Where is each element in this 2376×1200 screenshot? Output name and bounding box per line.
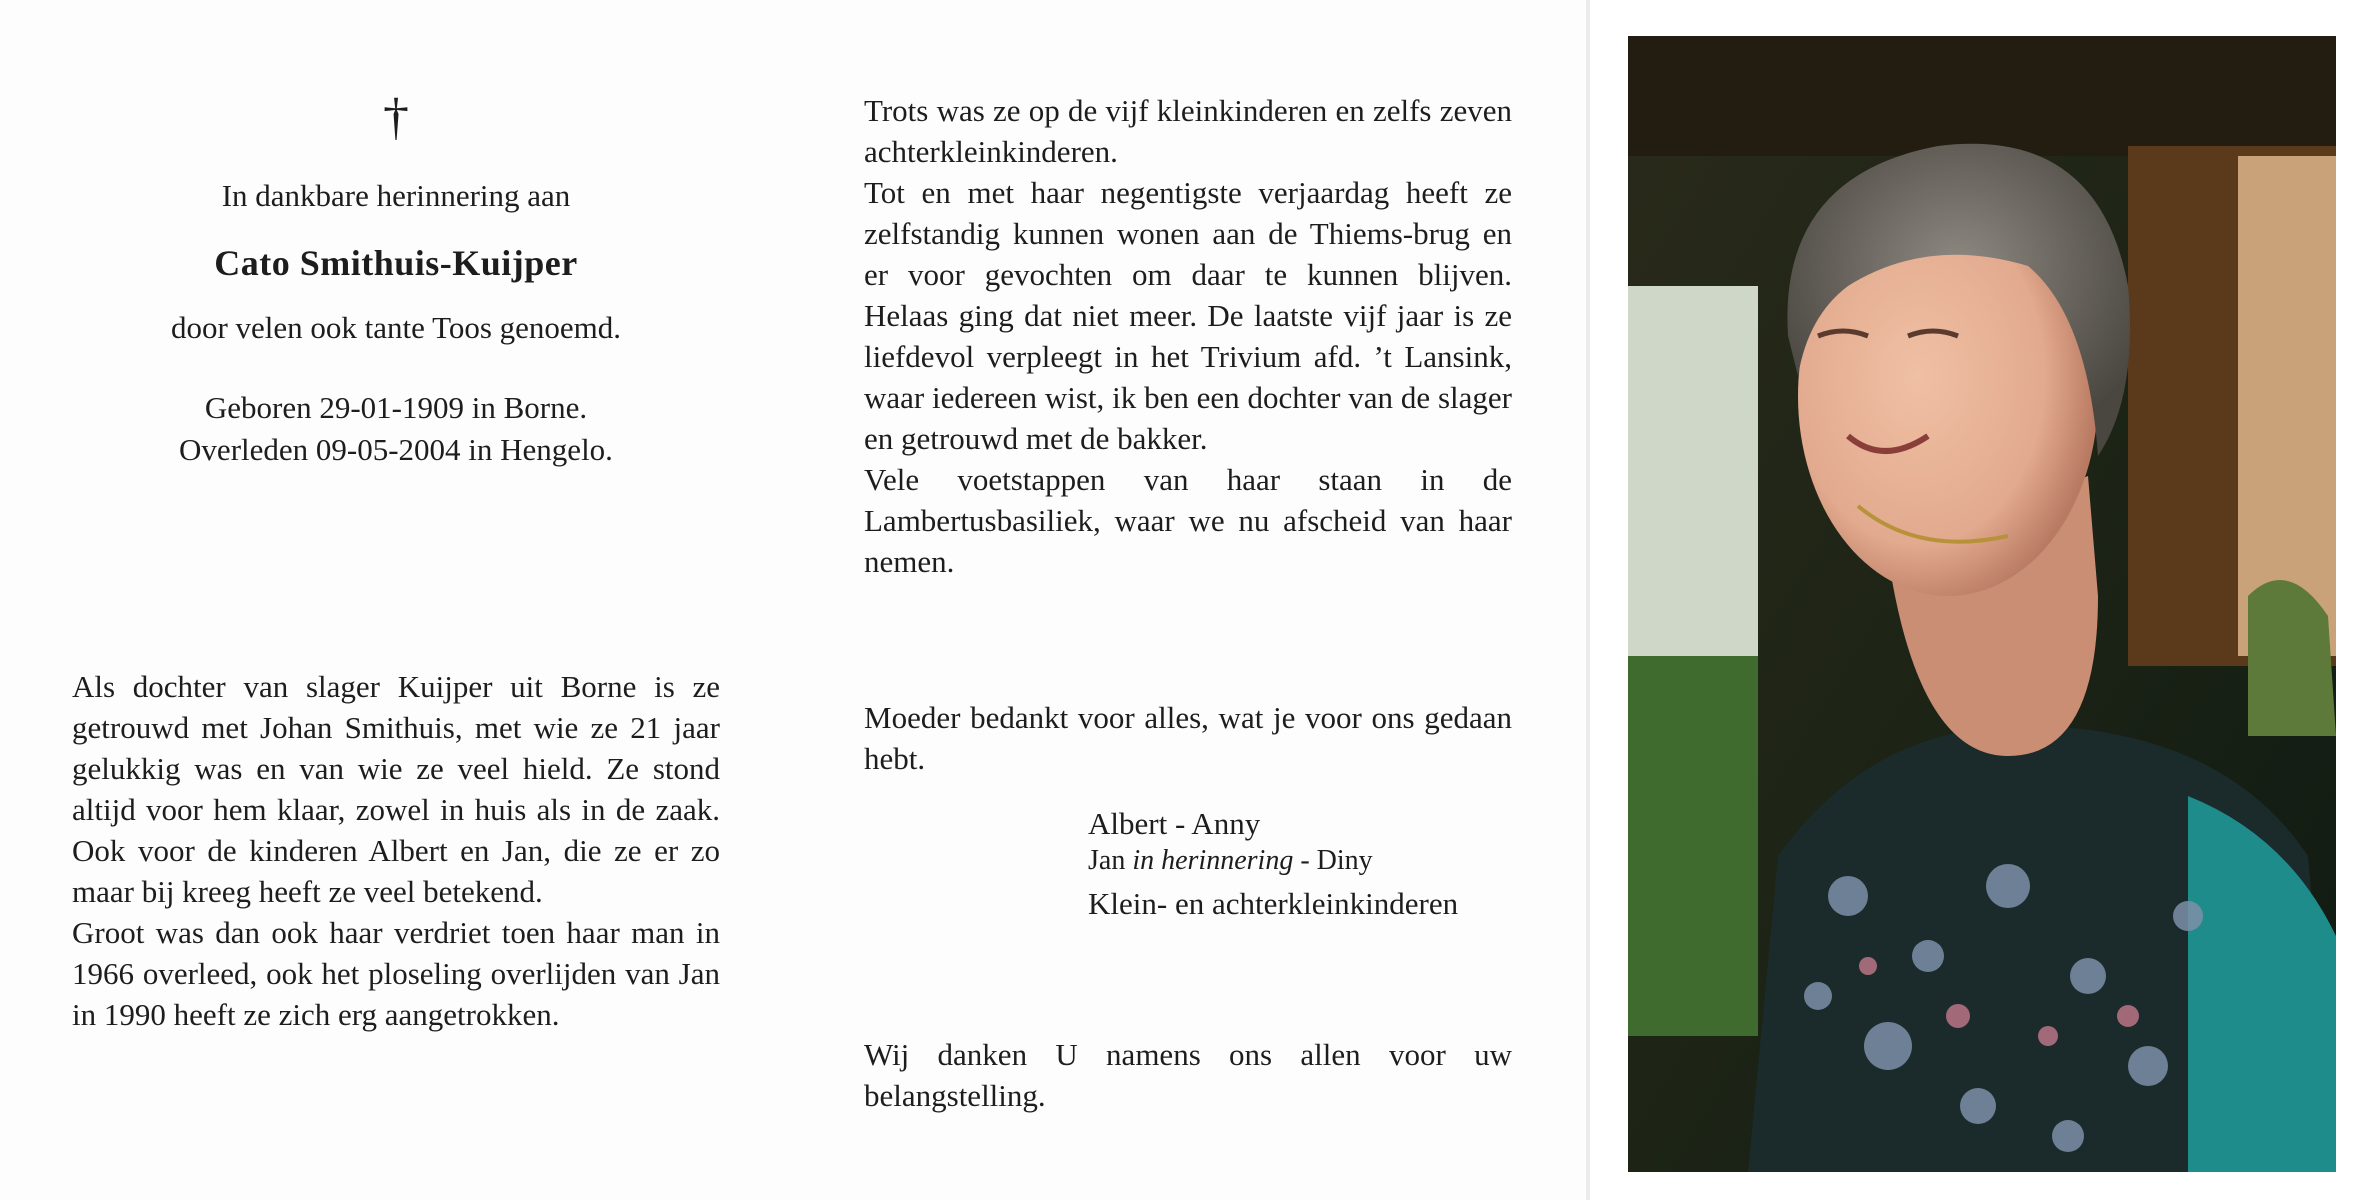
story-paragraph: Tot en met haar negentigste verjaardag heeft ze zelfstandig kunnen wonen aan de Thiems-brug en er voor gevochten om daar te kunnen blijven. Helaas ging dat niet meer. De laatste vijf jaar is ze liefdevol verpleegt in het Trivium afd. ’t Lansink, waar iedereen wist, ik ben een dochter van de slager en getrouwd met de bakker. <box>864 175 1512 456</box>
story-paragraph: Trots was ze op de vijf kleinkinderen en zelfs zeven achterkleinkinderen. <box>864 93 1512 169</box>
story-text <box>864 90 1512 582</box>
cross-icon: † <box>383 89 409 146</box>
garden-green <box>1628 656 1758 1036</box>
family-jan-prefix: Jan <box>1088 845 1133 876</box>
birth-line: Geboren 29-01-1909 in Borne. <box>204 390 588 425</box>
family-line-jan <box>1088 841 1528 881</box>
portrait-photo <box>1628 36 2336 1172</box>
card-fold <box>1586 0 1590 1200</box>
story-paragraph: Vele voetstappen van haar staan in de Lambertusbasiliek, waar we nu afscheid van haar nemen. <box>864 462 1512 579</box>
left-panel <box>72 0 720 1200</box>
family-line-grandchildren: Klein- en achterkleinkinderen <box>1088 886 1459 921</box>
deceased-name: Cato Smithuis-Kuijper <box>214 243 578 283</box>
biography-paragraph: Als dochter van slager Kuijper uit Borne is ze getrouwd met Johan Smithuis, met wie ze 21 jaar gelukkig was en van wie ze veel hield. Ze stond altijd voor hem klaar, zowel in huis als in de zaak. Ook voor de kinderen Albert en Jan, die ze er zo maar bij kreeg heeft ze veel betekend. <box>72 669 720 909</box>
in-memory-note: in herinnering <box>1132 845 1294 876</box>
intro-line: In dankbare herinnering aan <box>221 178 571 213</box>
biography-paragraph: Groot was dan ook haar verdriet toen haar man in 1966 overleed, ook het ploseling overlijden van Jan in 1990 heeft ze zich erg aangetrokken. <box>72 915 720 1032</box>
biography-text <box>72 666 720 1035</box>
family-jan-suffix: - Diny <box>1293 845 1373 876</box>
death-line: Overleden 09-05-2004 in Hengelo. <box>179 432 613 467</box>
closing-text: Wij danken U namens ons allen voor uw belangstelling. <box>864 1037 1512 1113</box>
family-line-albert: Albert - Anny <box>1088 806 1261 841</box>
portrait-illustration <box>1628 36 2336 1172</box>
nickname-line: door velen ook tante Toos genoemd. <box>170 310 622 345</box>
ceiling-shadow <box>1628 36 2336 156</box>
middle-panel <box>864 0 1512 1200</box>
thanks-text: Moeder bedankt voor alles, wat je voor ons gedaan hebt. <box>864 700 1512 776</box>
